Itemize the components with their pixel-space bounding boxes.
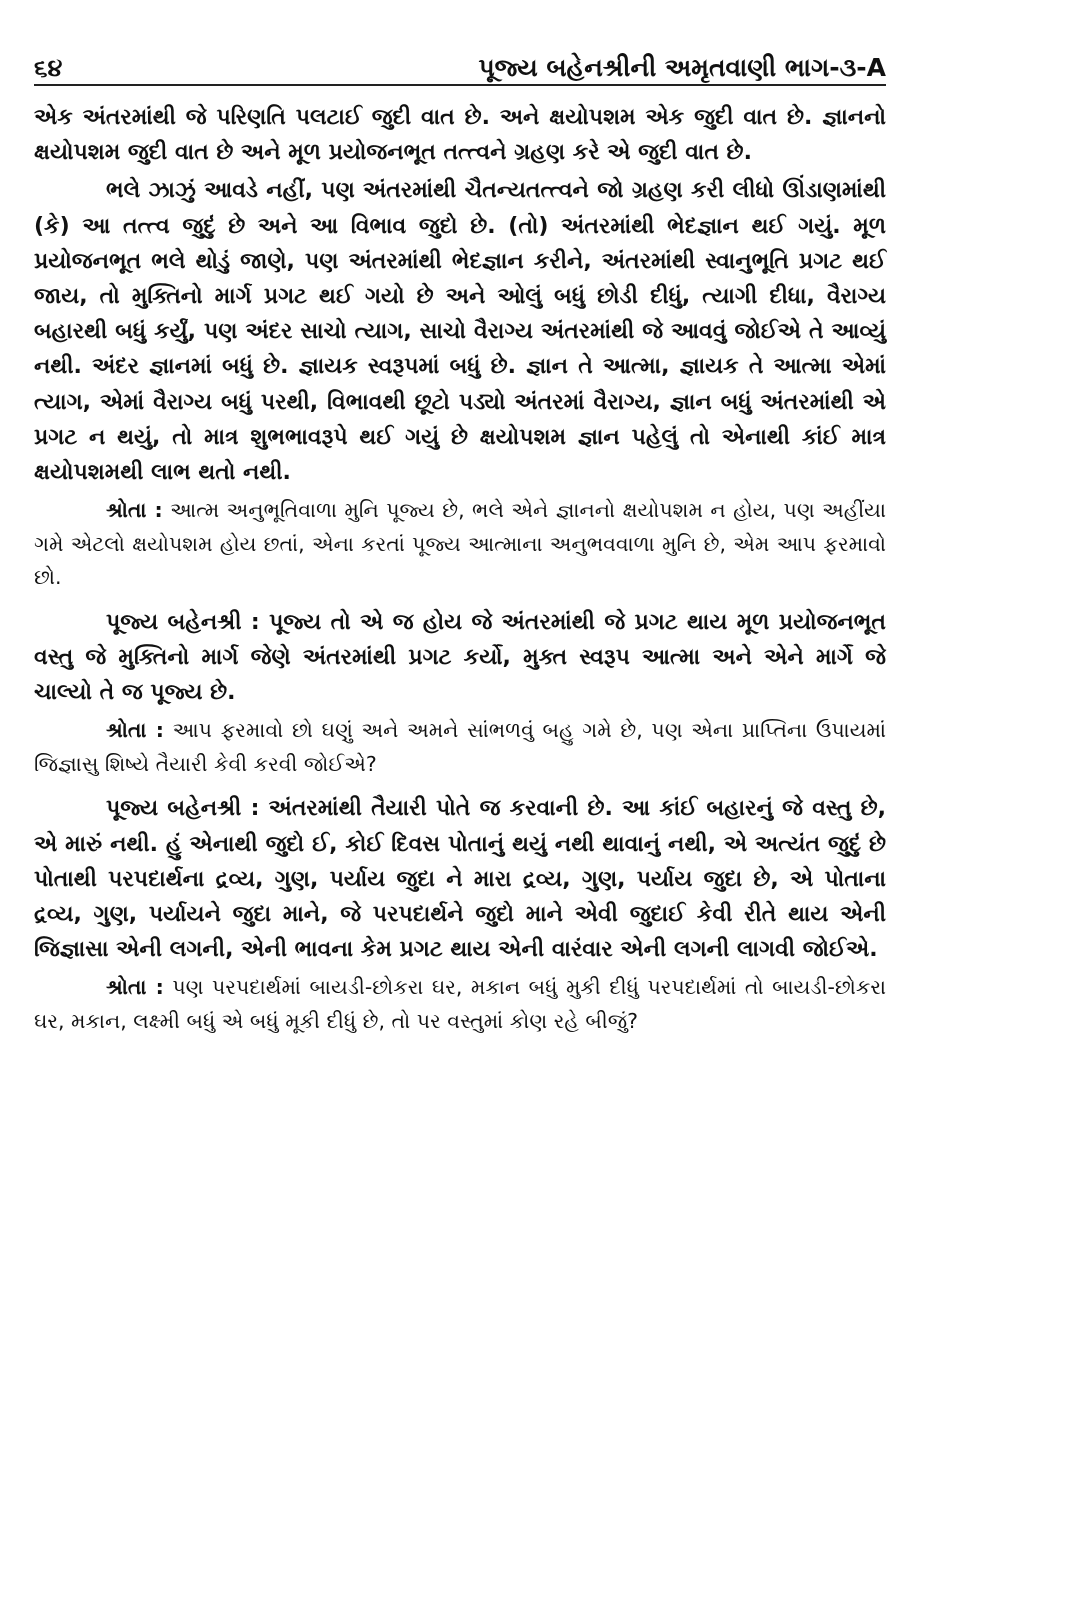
answer-text: અંતરમાંથી તૈયારી પોતે જ કરવાની છે. આ કાંઈ બહારનું જે વસ્તુ છે, એ મારું નથી. હું એનાથી જુદો ઈ, કોઈ દિવસ પોતાનું થયું નથી થાવાનું નથી, એ અત્યંત જુદું છે પોતાથી પરપદાર્થના દ્રવ્ય, ગુણ, પર્યાય જુદા ને મારા દ્રવ્ય, ગુણ, પર્યાય જુદા છે, એ પોતાના દ્રવ્ય, ગુણ, પર્યાયને જુદા માને, જે પરપદાર્થને જુદો માને એવી જુદાઈ કેવી રીતે થાય એની જિજ્ઞાસા એની લગની, એની ભાવના કેમ પ્રગટ થાય એની વારંવાર એની લગની લાગવી જોઈએ.: [34, 796, 886, 963]
question-text: આપ ફરમાવો છો ઘણું અને અમને સાંભળવું બહુ ગમે છે, પણ એના પ્રાપ્તિના ઉપાયમાં જિજ્ઞાસુ શિષ્યે તૈયારી કેવી કરવી જોઈએ?: [34, 718, 886, 776]
speaker-label: પૂજ્ય બહેનશ્રી :: [106, 796, 260, 822]
listener-question: [34, 971, 886, 1038]
answer-paragraph: [34, 605, 886, 711]
speaker-label: શ્રોતા :: [106, 975, 164, 1000]
page-body: [34, 100, 886, 1038]
question-text: પણ પરપદાર્થમાં બાયડી-છોકરા ઘર, મકાન બધું મુકી દીધું પરપદાર્થમાં તો બાયડી-છોકરા ઘર, મકાન, લક્ષ્મી બધું એ બધું મૂકી દીધું છે, તો પર વસ્તુમાં કોણ રહે બીજું?: [34, 975, 886, 1033]
speaker-label: શ્રોતા :: [106, 718, 164, 743]
listener-question: [34, 714, 886, 781]
answer-paragraph: [34, 791, 886, 967]
answer-text: પૂજ્ય તો એ જ હોય જે અંતરમાંથી જે પ્રગટ થાય મૂળ પ્રયોજનભૂત વસ્તુ જે મુક્તિનો માર્ગ જેણે અંતરમાંથી પ્રગટ કર્યો, મુક્ત સ્વરૂપ આત્મા અને એને માર્ગે જે ચાલ્યો તે જ પૂજ્ય છે.: [34, 609, 886, 706]
speaker-label: પૂજ્ય બહેનશ્રી :: [106, 609, 260, 635]
listener-question: [34, 494, 886, 595]
book-page: [34, 40, 886, 1038]
paragraph: ભલે ઝાઝું આવડે નહીં, પણ અંતરમાંથી ચૈતન્યતત્ત્વને જો ગ્રહણ કરી લીધો ઊંડાણમાંથી (કે) આ તત્ત્વ જુદું છે અને આ વિભાવ જુદો છે. (તો) અંતરમાંથી ભેદજ્ઞાન થઈ ગયું. મૂળ પ્રયોજનભૂત ભલે થોડું જાણે, પણ અંતરમાંથી ભેદજ્ઞાન કરીને, અંતરમાંથી સ્વાનુભૂતિ પ્રગટ થઈ જાય, તો મુક્તિનો માર્ગ પ્રગટ થઈ ગયો છે અને ઓલું બધું છોડી દીધું, ત્યાગી દીધા, વૈરાગ્ય બહારથી બધું કર્યું, પણ અંદર સાચો ત્યાગ, સાચો વૈરાગ્ય અંતરમાંથી જે આવવું જોઈએ તે આવ્યું નથી. અંદર જ્ઞાનમાં બધું છે. જ્ઞાયક સ્વરૂપમાં બધું છે. જ્ઞાન તે આત્મા, જ્ઞાયક તે આત્મા એમાં ત્યાગ, એમાં વૈરાગ્ય બધું પરથી, વિભાવથી છૂટો પડ્યો અંતરમાં વૈરાગ્ય, જ્ઞાન બધું અંતરમાંથી એ પ્રગટ ન થયું, તો માત્ર શુભભાવરૂપે થઈ ગયું છે ક્ષયોપશમ જ્ઞાન પહેલું તો એનાથી કાંઈ માત્ર ક્ષયોપશમથી લાભ થતો નથી.: [34, 178, 886, 486]
running-title: પૂજ્ય બહેનશ્રીની અમૃતવાણી ભાગ-૩-A: [478, 53, 886, 82]
paragraph: એક અંતરમાંથી જે પરિણતિ પલટાઈ જુદી વાત છે. અને ક્ષયોપશમ એક જુદી વાત છે. જ્ઞાનનો ક્ષયોપશમ જુદી વાત છે અને મૂળ પ્રયોજનભૂત તત્ત્વને ગ્રહણ કરે એ જુદી વાત છે.: [34, 105, 886, 166]
page-number: ૬૪: [34, 54, 63, 82]
speaker-label: શ્રોતા :: [106, 498, 163, 523]
page-header: [34, 40, 886, 86]
question-text: આત્મ અનુભૂતિવાળા મુનિ પૂજ્ય છે, ભલે એને જ્ઞાનનો ક્ષયોપશમ ન હોય, પણ અહીંયા ગમે એટલો ક્ષયોપશમ હોય છતાં, એના કરતાં પૂજ્ય આત્માના અનુભવવાળા મુનિ છે, એમ આપ ફરમાવો છો.: [34, 498, 886, 590]
